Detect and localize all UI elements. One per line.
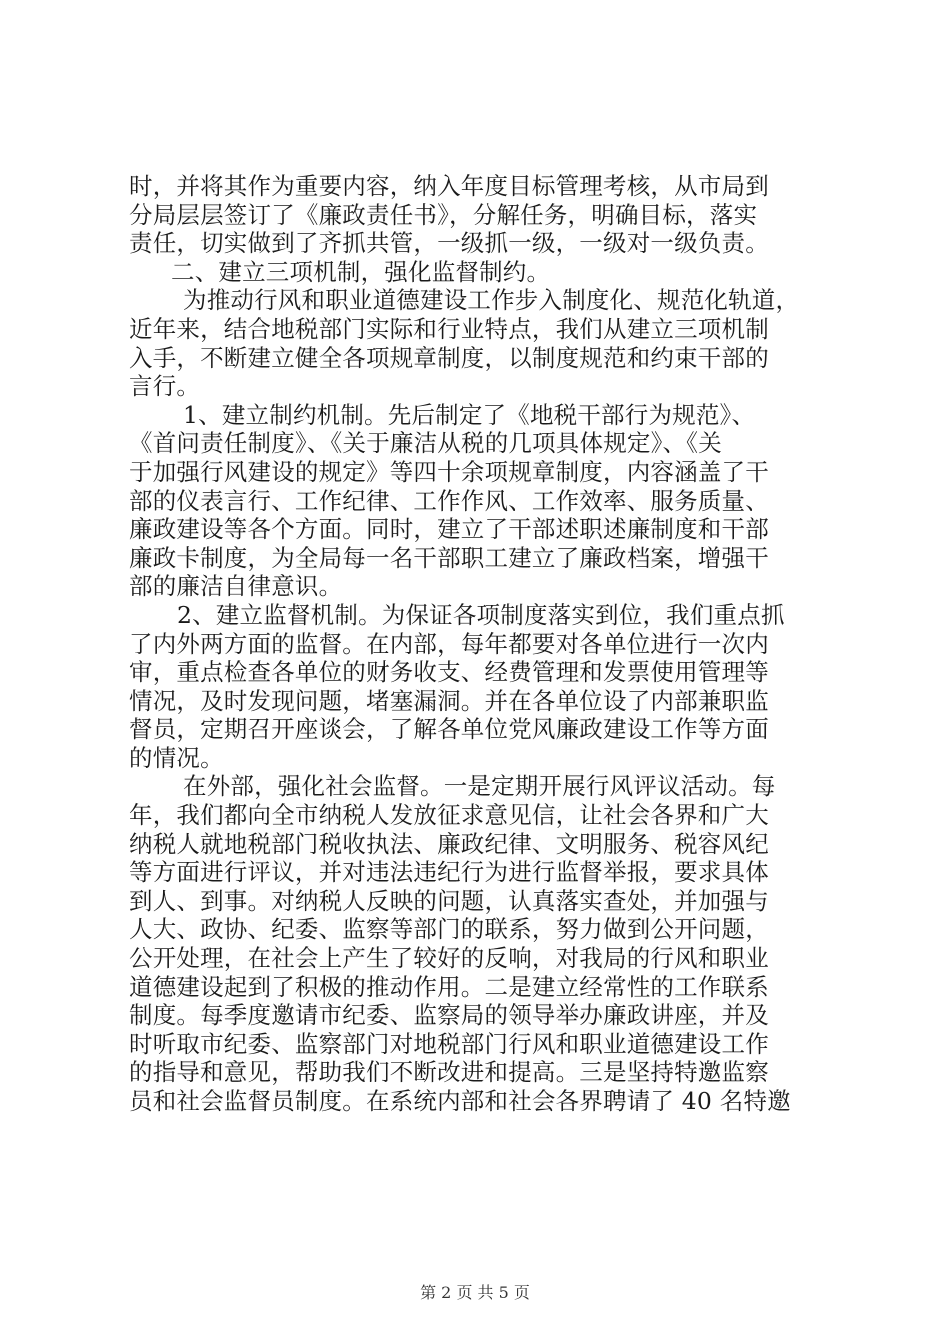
text-line: 言行。 [129,372,201,401]
page-footer: 第 2 页 共 5 页 [420,1283,530,1302]
text-line: 近年来，结合地税部门实际和行业特点，我们从建立三项机制 [129,314,769,343]
text-line: 廉政卡制度，为全局每一名干部职工建立了廉政档案，增强干 [129,543,769,572]
text-line: 责任，切实做到了齐抓共管，一级抓一级，一级对一级负责。 [129,229,769,258]
text-line: 的情况。 [129,743,224,772]
text-line: 的指导和意见，帮助我们不断改进和提高。三是坚持特邀监察 [129,1058,769,1087]
text-line: 2、建立监督机制。为保证各项制度落实到位，我们重点抓 [177,600,785,629]
text-line: 分局层层签订了《廉政责任书》，分解任务，明确目标，落实 [129,200,758,229]
text-line: 审，重点检查各单位的财务收支、经费管理和发票使用管理等 [129,658,769,687]
text-line: 年，我们都向全市纳税人发放征求意见信，让社会各界和广大 [129,801,769,830]
text-line: 到人、到事。对纳税人反映的问题，认真落实查处，并加强与 [129,886,769,915]
text-line: 道德建设起到了积极的推动作用。二是建立经常性的工作联系 [129,972,769,1001]
text-line: 在外部，强化社会监督。一是定期开展行风评议活动。每 [183,772,776,801]
text-line: 督员，定期召开座谈会，了解各单位党风廉政建设工作等方面 [129,715,769,744]
text-line: 于加强行风建设的规定》等四十余项规章制度，内容涵盖了干 [129,457,769,486]
text-line: 等方面进行评议，并对违法违纪行为进行监督举报，要求具体 [129,858,769,887]
text-line: 公开处理，在社会上产生了较好的反响，对我局的行风和职业 [129,944,769,973]
text-line: 二、建立三项机制，强化监督制约。 [171,257,551,286]
text-line: 部的仪表言行、工作纪律、工作作风、工作效率、服务质量、 [129,486,769,515]
text-line: 为推动行风和职业道德建设工作步入制度化、规范化轨道， [183,286,800,315]
text-line: 《首问责任制度》、《关于廉洁从税的几项具体规定》、《关 [129,429,722,458]
text-line: 部的廉洁自律意识。 [129,572,343,601]
text-line: 时，并将其作为重要内容，纳入年度目标管理考核，从市局到 [129,172,769,200]
text-line: 员和社会监督员制度。在系统内部和社会各界聘请了 40 名特邀 [129,1087,791,1115]
text-line: 时听取市纪委、监察部门对地税部门行风和职业道德建设工作 [129,1029,769,1058]
text-line: 人大、政协、纪委、监察等部门的联系，努力做到公开问题， [129,915,769,944]
text-line: 廉政建设等各个方面。同时，建立了干部述职述廉制度和干部 [129,515,769,544]
text-line: 了内外两方面的监督。在内部，每年都要对各单位进行一次内 [129,629,769,658]
text-line: 情况，及时发现问题，堵塞漏洞。并在各单位设了内部兼职监 [129,686,769,715]
text-line: 1、建立制约机制。先后制定了《地税干部行为规范》、 [183,400,756,429]
text-line: 制度。每季度邀请市纪委、监察局的领导举办廉政讲座，并及 [129,1001,769,1030]
text-line: 纳税人就地税部门税收执法、廉政纪律、文明服务、税容风纪 [129,829,769,858]
text-line: 入手，不断建立健全各项规章制度，以制度规范和约束干部的 [129,343,769,372]
document-body [129,172,831,1116]
